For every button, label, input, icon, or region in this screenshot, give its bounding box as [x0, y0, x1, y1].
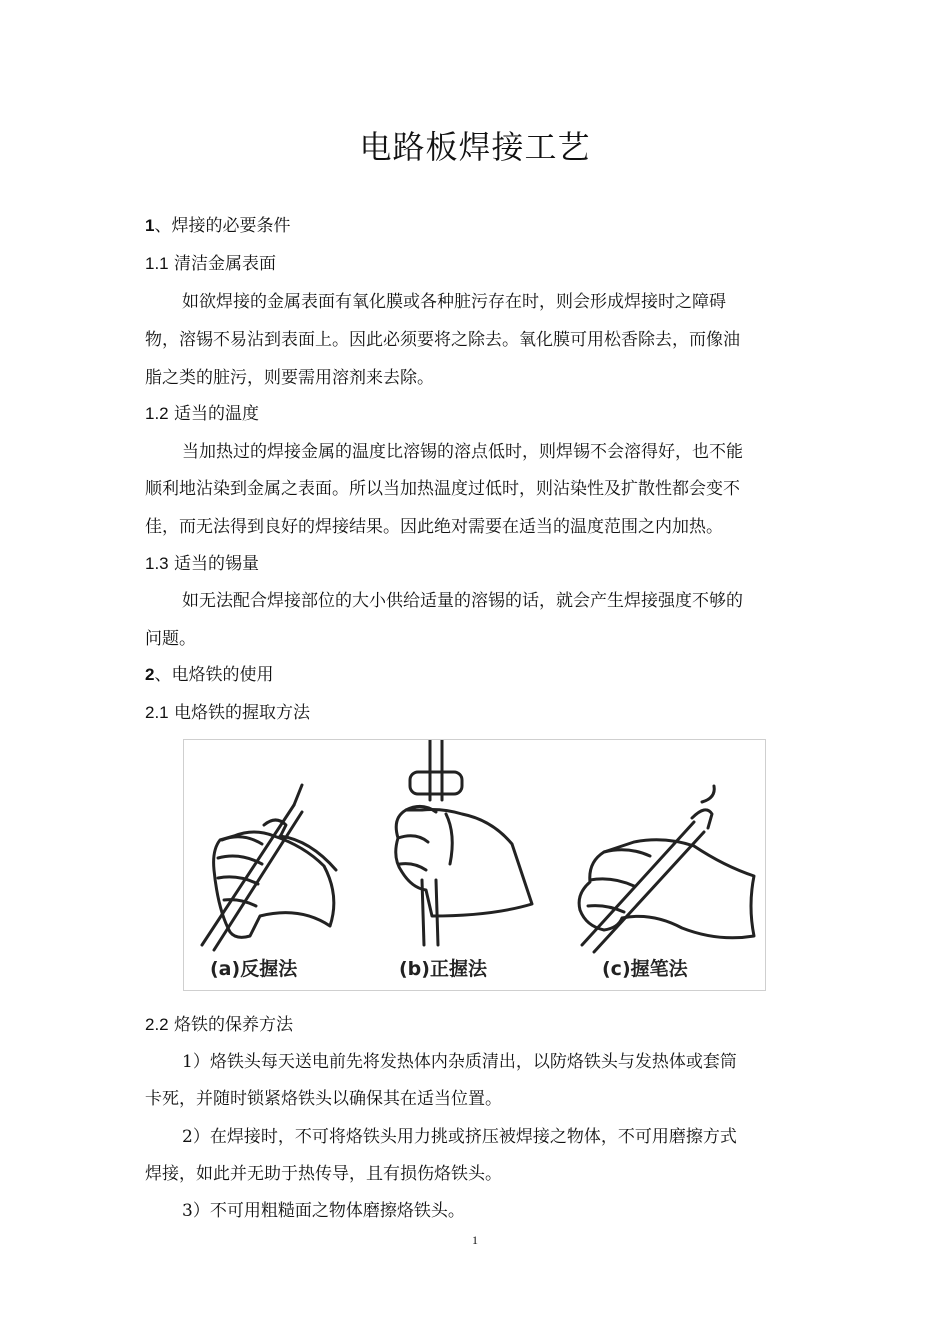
- paragraph-line: 卡死，并随时锁紧烙铁头以确保其在适当位置。: [145, 1089, 502, 1109]
- paragraph-line: 如欲焊接的金属表面有氧化膜或各种脏污存在时，则会形成焊接时之障碍: [182, 292, 726, 312]
- section-number: 1: [145, 216, 155, 235]
- paragraph-line: 脂之类的脏污，则要需用溶剂来去除。: [145, 368, 434, 388]
- paragraph-line: 2）在焊接时，不可将烙铁头用力挑或挤压被焊接之物体，不可用磨擦方式: [182, 1127, 737, 1147]
- figure-caption-b: (b)正握法: [399, 958, 487, 980]
- section-text: 适当的温度: [168, 404, 260, 424]
- paragraph-line: 问题。: [145, 629, 196, 649]
- section-number: 2.1: [145, 703, 169, 722]
- section-1-heading: [145, 211, 810, 236]
- section-1-3-heading: [145, 549, 810, 574]
- paragraph-line: 3）不可用粗糙面之物体磨擦烙铁头。: [182, 1201, 465, 1221]
- section-number: 1.1: [145, 254, 169, 273]
- figure-caption-c: (c)握笔法: [602, 958, 688, 980]
- paragraph-line: 当加热过的焊接金属的温度比溶锡的溶点低时，则焊锡不会溶得好，也不能: [182, 442, 743, 462]
- section-number: 1.2: [145, 404, 169, 423]
- section-2-heading: [145, 660, 810, 685]
- pen-grip-hand-icon: [579, 786, 754, 952]
- section-text: 、焊接的必要条件: [154, 216, 291, 236]
- section-text: 适当的锡量: [168, 554, 260, 574]
- paragraph-line: 顺利地沾染到金属之表面。所以当加热温度过低时，则沾染性及扩散性都会变不: [145, 479, 740, 499]
- section-text: 烙铁的保养方法: [168, 1015, 294, 1035]
- section-text: 、电烙铁的使用: [154, 665, 274, 685]
- page-number: 1: [472, 1233, 478, 1247]
- section-2-1-heading: [145, 698, 810, 723]
- paragraph-line: 1）烙铁头每天送电前先将发热体内杂质清出，以防烙铁头与发热体或套筒: [182, 1052, 737, 1072]
- section-2-2-heading: [145, 1010, 810, 1035]
- section-number: 2: [145, 665, 155, 684]
- section-1-1-heading: [145, 249, 810, 274]
- paragraph-line: 如无法配合焊接部位的大小供给适量的溶锡的话，就会产生焊接强度不够的: [182, 591, 743, 611]
- paragraph-line: 物，溶锡不易沾到表面上。因此必须要将之除去。氧化膜可用松香除去，而像油: [145, 330, 740, 350]
- section-1-2-heading: [145, 399, 810, 424]
- section-number: 1.3: [145, 554, 169, 573]
- section-text: 清洁金属表面: [168, 254, 277, 274]
- reverse-grip-hand-icon: [202, 785, 336, 950]
- section-text: 电烙铁的握取方法: [168, 703, 311, 723]
- soldering-iron-grip-figure: [183, 739, 766, 991]
- paragraph-line: 焊接，如此并无助于热传导，且有损伤烙铁头。: [145, 1164, 502, 1184]
- document-title: 电路板焊接工艺: [359, 128, 591, 166]
- figure-caption-a: (a)反握法: [210, 958, 298, 980]
- upright-grip-hand-icon: [396, 740, 532, 945]
- section-number: 2.2: [145, 1015, 169, 1034]
- paragraph-line: 佳，而无法得到良好的焊接结果。因此绝对需要在适当的温度范围之内加热。: [145, 517, 723, 537]
